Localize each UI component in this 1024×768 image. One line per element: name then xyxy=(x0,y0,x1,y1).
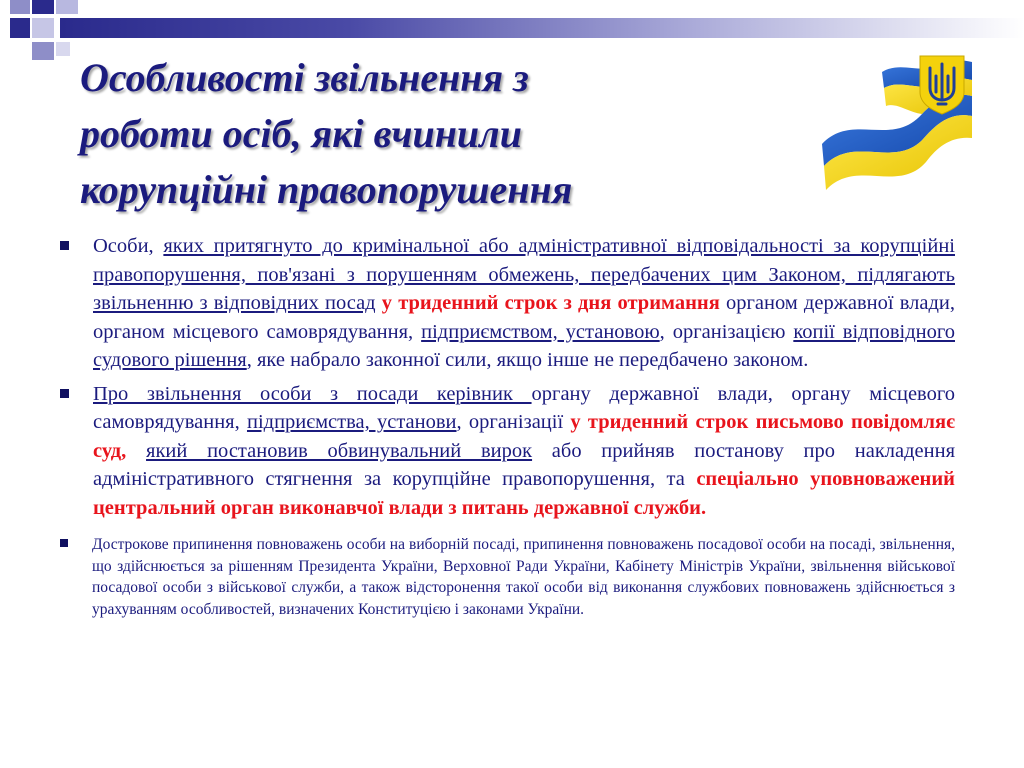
deco-square xyxy=(56,0,78,14)
deco-square xyxy=(32,0,54,14)
list-item xyxy=(60,380,955,523)
underlined-text: яких притягнуто до кримінальної або адміністративної відповідальності за корупційні правопорушення, пов'язані з порушенням обмежень, передбачених цим Законом, підлягають звільненню з відповідних посад xyxy=(93,235,955,314)
underlined-text: копії відповідного судового рішення xyxy=(93,320,955,371)
highlighted-text: у триденний строк з дня отримання xyxy=(381,292,720,314)
text-span: , організацією xyxy=(659,320,794,343)
deco-square xyxy=(32,42,54,60)
text-span: , організації xyxy=(456,411,571,433)
list-item xyxy=(60,534,955,620)
ukrainian-flag-with-trident-icon xyxy=(812,52,974,202)
square-bullet-icon xyxy=(60,389,69,398)
slide-content xyxy=(60,232,955,620)
text-span xyxy=(126,440,146,462)
paragraph-1 xyxy=(93,232,955,375)
highlighted-text: спеціально уповноважений центральний орган виконавчої влади з питань державної служби. xyxy=(93,468,955,519)
square-bullet-icon xyxy=(60,539,68,547)
text-span: органом державної влади, органом місцевого самоврядування, xyxy=(93,292,956,343)
underlined-text: підприємством, установою xyxy=(421,320,660,343)
text-span: або прийняв постанову про накладення адміністративного стягнення за корупційне правопорушення, та xyxy=(93,439,956,490)
paragraph-2 xyxy=(93,380,955,523)
text-span: , яке набрало законної сили, якщо інше не передбачено законом. xyxy=(246,349,809,371)
deco-square xyxy=(10,0,30,14)
deco-square xyxy=(10,18,30,38)
deco-square xyxy=(56,42,70,56)
underlined-text: який постановив обвинувальний вирок xyxy=(146,439,533,462)
slide-title xyxy=(80,50,680,218)
underlined-text: підприємства, установи xyxy=(246,411,457,433)
highlighted-text: у триденний строк письмово повідомляє суд, xyxy=(93,411,955,462)
title-line: корупційні правопорушення xyxy=(80,167,573,212)
list-item xyxy=(60,232,955,375)
title-line: роботи осіб, які вчинили xyxy=(80,111,522,156)
deco-square xyxy=(32,18,54,38)
paragraph-3: Дострокове припинення повноважень особи на виборній посаді, припинення повноважень посадової особи на посаді, звільнення, що здійснюється за рішенням Президента України, Верховної Ради України, Кабінету Міністрів України, звільнення військової посадової особи з військової служби, а також відсторонення такої особи від виконання службових повноважень здійснюється з урахуванням особливостей, визначених Конституцією і законами України. xyxy=(92,536,955,618)
header-gradient-bar xyxy=(60,18,1024,38)
text-span: органу державної влади, органу місцевого самоврядування, xyxy=(93,382,955,433)
title-line: Особливості звільнення з xyxy=(80,55,529,100)
underlined-text: Про звільнення особи з посади керівник xyxy=(93,382,532,405)
text-span: Особи, xyxy=(93,235,164,257)
square-bullet-icon xyxy=(60,241,69,250)
